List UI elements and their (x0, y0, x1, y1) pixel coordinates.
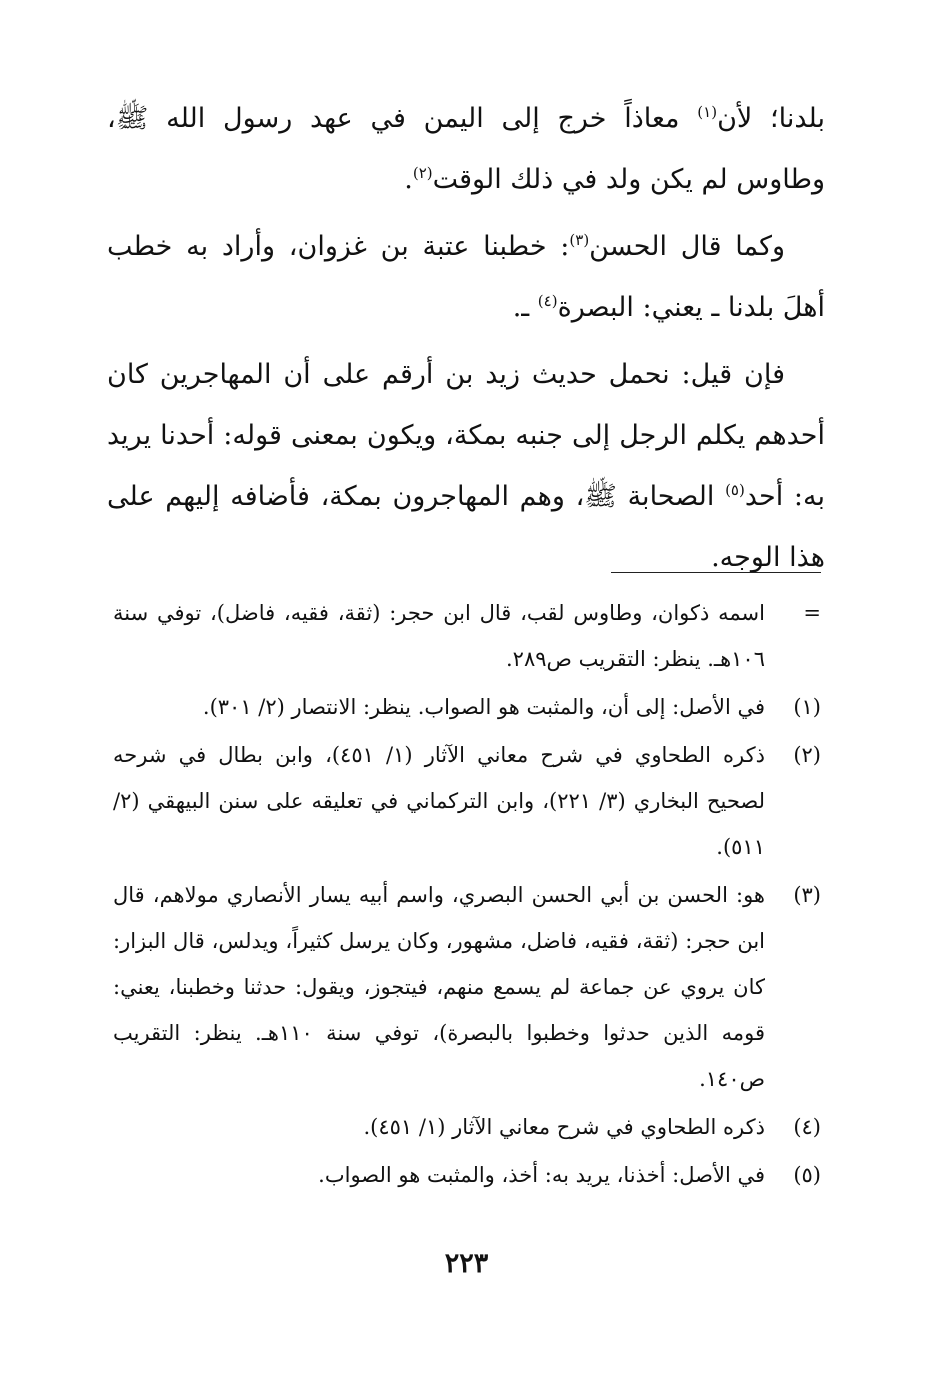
footnote-continuation (113, 590, 821, 682)
footnotes (113, 590, 821, 1200)
footnote-marker-4: (٤) (537, 292, 558, 310)
paragraph-2 (107, 216, 825, 338)
footnote-4 (113, 1104, 821, 1150)
footnote-number: = (803, 601, 821, 625)
text-segment: ـ. (512, 292, 538, 323)
footnote-2 (113, 732, 821, 870)
text-segment: معاذاً خرج إلى اليمن في عهد رسول الله ﷺ، وطاوس لم يكن ولد في ذلك الوقت (107, 103, 825, 195)
footnote-text: ذكره الطحاوي في شرح معاني الآثار (١/ ٤٥١). (363, 1115, 765, 1139)
paragraph-1 (107, 88, 825, 210)
footnote-1 (113, 684, 821, 730)
footnote-text: ذكره الطحاوي في شرح معاني الآثار (١/ ٤٥١)، وابن بطال في شرحه لصحيح البخاري (٣/ ٢٢١)، وابن التركماني في تعليقه على سنن البيهقي (٢/ ٥١١). (113, 743, 765, 859)
paragraph-3 (107, 344, 825, 588)
footnote-separator (611, 572, 821, 573)
footnote-text: هو: الحسن بن أبي الحسن البصري، واسم أبيه يسار الأنصاري مولاهم، قال ابن حجر: (ثقة، فقيه، فاضل، مشهور، وكان يرسل كثيراً، ويدلس، قال البزار: كان يروي عن جماعة لم يسمع منهم، فيتجوز، ويقول: حدثنا وخطبنا، يعني: قومه الذين حدثوا وخطبوا بالبصرة)، توفي سنة ١١٠هـ. ينظر: التقريب ص١٤٠. (113, 883, 765, 1091)
text-segment: الصحابة ﷺ، وهم المهاجرون بمكة، فأضافه إليهم على هذا الوجه. (107, 481, 825, 573)
footnote-5 (113, 1152, 821, 1198)
footnote-marker-3: (٣) (569, 231, 590, 249)
footnote-marker-1: (١) (697, 103, 718, 121)
footnote-text: في الأصل: أخذنا، يريد به: أخذ، والمثبت هو الصواب. (318, 1163, 765, 1187)
main-text (107, 88, 825, 594)
footnote-number: (٣) (793, 883, 821, 907)
text-segment: . (404, 164, 413, 195)
footnote-marker-5: (٥) (725, 481, 745, 499)
footnote-3 (113, 872, 821, 1102)
text-segment: فإن قيل: نحمل حديث زيد بن أرقم على أن المهاجرين كان أحدهم يكلم الرجل إلى جنبه بمكة، ويكون بمعنى قوله: أحدنا يريد به: أحد (107, 359, 825, 512)
text-segment: وكما قال الحسن (589, 231, 785, 262)
footnote-number: (٤) (793, 1115, 821, 1139)
footnote-number: (١) (793, 695, 821, 719)
footnote-number: (٥) (793, 1163, 821, 1187)
text-segment: : خطبنا عتبة بن غزوان، وأراد به خطب أهلَ بلدنا ـ يعني: البصرة (107, 231, 825, 323)
page-number: ٢٢٣ (444, 1248, 489, 1279)
footnote-marker-2: (٢) (412, 164, 433, 182)
footnote-number: (٢) (793, 743, 821, 767)
footnote-text: اسمه ذكوان، وطاوس لقب، قال ابن حجر: (ثقة، فقيه، فاضل)، توفي سنة ١٠٦هـ. ينظر: التقريب ص٢٨٩. (113, 601, 765, 671)
footnote-text: في الأصل: إلى أن، والمثبت هو الصواب. ينظر: الانتصار (٢/ ٣٠١). (202, 695, 765, 719)
text-segment: بلدنا؛ لأن (717, 103, 826, 134)
